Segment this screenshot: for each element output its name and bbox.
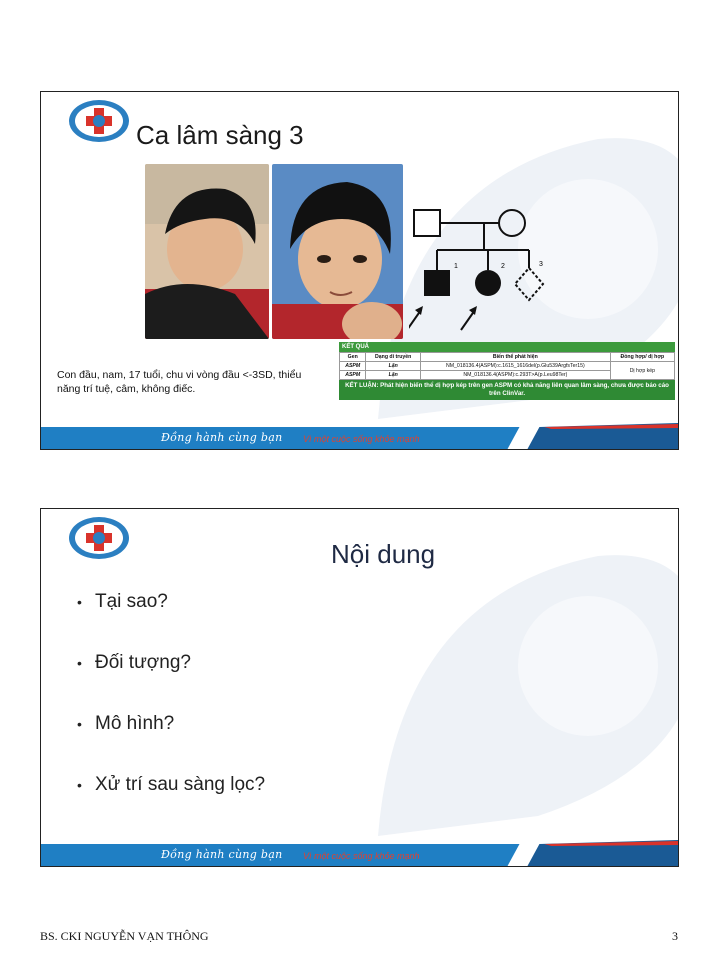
content-list xyxy=(77,591,265,835)
column-header: Dạng di truyền xyxy=(366,353,421,362)
case-description: Con đầu, nam, 17 tuổi, chu vi vòng đầu <-3SD, thiểu năng trí tuệ, câm, không điếc. xyxy=(57,369,302,395)
footer-slogan: Đồng hành cùng bạn xyxy=(161,431,283,444)
result-table xyxy=(339,352,675,380)
page-number: 3 xyxy=(672,929,678,943)
column-header: Gen xyxy=(340,353,366,362)
pedigree-chart xyxy=(409,202,549,342)
result-heading: KẾT QUẢ xyxy=(339,342,675,352)
table-cell: NM_018136.4(ASPM):c.1615_1616del(p.Glu539ArgfsTer15) xyxy=(420,362,610,371)
table-cell: NM_018136.4(ASPM):c.293T>A(p.Leu98Ter) xyxy=(420,371,610,380)
patient-photo-profile xyxy=(145,164,269,339)
list-item xyxy=(77,774,265,835)
list-item-text: Đối tượng? xyxy=(95,652,191,673)
pedigree-label-3: 3 xyxy=(539,261,543,268)
table-cell: Lặn xyxy=(366,362,421,371)
page-author: BS. CKI NGUYỄN VẠN THÔNG xyxy=(40,929,209,943)
bullet-icon: • xyxy=(77,716,82,732)
hospital-logo-icon xyxy=(67,98,131,144)
pedigree-label-2: 2 xyxy=(501,263,505,270)
bullet-icon: • xyxy=(77,594,82,610)
bullet-icon: • xyxy=(77,777,82,793)
footer-tagline: Vì một cuộc sống khỏe mạnh xyxy=(303,851,420,861)
table-cell: ASPM xyxy=(340,362,366,371)
footer-tagline: Vì một cuộc sống khỏe mạnh xyxy=(303,434,420,444)
result-conclusion: KẾT LUẬN: Phát hiện biến thể dị hợp kép trên gen ASPM có khả năng liên quan lâm sàng, chưa được báo cáo trên ClinVar. xyxy=(339,380,675,400)
column-header: Biến thể phát hiện xyxy=(420,353,610,362)
table-cell: ASPM xyxy=(340,371,366,380)
slide-noi-dung xyxy=(40,508,679,867)
list-item-text: Tại sao? xyxy=(95,591,168,612)
column-header: Đồng hợp/ dị hợp xyxy=(610,353,674,362)
pedigree-label-1: 1 xyxy=(454,263,458,270)
slide-ca-lam-sang-3 xyxy=(40,91,679,450)
list-item-text: Mô hình? xyxy=(95,713,175,734)
slide-title: Ca lâm sàng 3 xyxy=(136,120,304,150)
list-item-text: Xử trí sau sàng lọc? xyxy=(95,774,266,795)
bullet-icon: • xyxy=(77,655,82,671)
patient-photo-front xyxy=(272,164,403,339)
genetic-result-panel xyxy=(339,342,675,400)
hospital-logo-icon xyxy=(67,515,131,561)
slide-title: Nội dung xyxy=(331,539,436,569)
list-item xyxy=(77,713,265,774)
list-item xyxy=(77,591,265,652)
table-cell: Dị hợp kép xyxy=(610,362,674,380)
footer-slogan: Đồng hành cùng bạn xyxy=(161,848,283,861)
list-item xyxy=(77,652,265,713)
table-cell: Lặn xyxy=(366,371,421,380)
table-row xyxy=(340,362,675,371)
